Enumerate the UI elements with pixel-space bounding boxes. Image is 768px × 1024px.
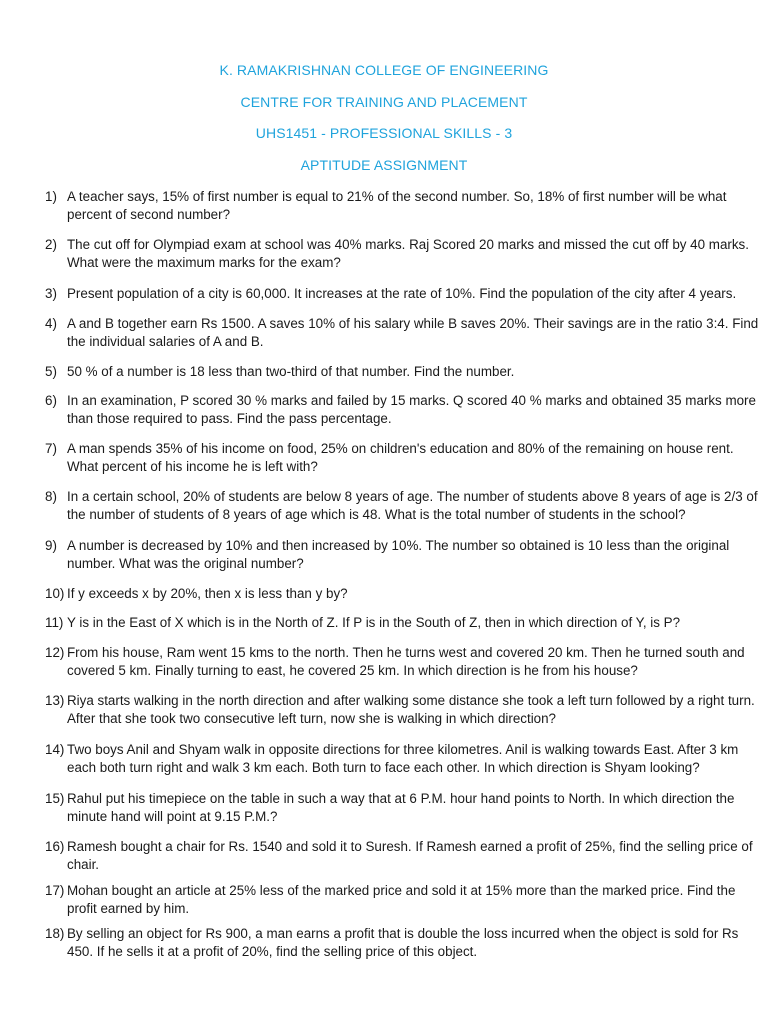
question-text: A number is decreased by 10% and then increased by 10%. The number so obtained is 10 less than the original number. What was the original number? xyxy=(67,538,730,571)
question-number: 1) xyxy=(45,189,57,204)
question-number: 17) xyxy=(45,883,65,898)
question-text: 50 % of a number is 18 less than two-third of that number. Find the number. xyxy=(67,364,515,379)
question-number: 13) xyxy=(45,693,65,708)
question-number: 7) xyxy=(45,441,57,456)
centre-name: CENTRE FOR TRAINING AND PLACEMENT xyxy=(240,94,528,110)
question-number: 14) xyxy=(45,742,65,757)
question-text: Rahul put his timepiece on the table in such a way that at 6 P.M. hour hand points to North. In which direction the minute hand will point at 9.15 P.M.? xyxy=(67,791,735,824)
question-text: Ramesh bought a chair for Rs. 1540 and sold it to Suresh. If Ramesh earned a profit of 25%, find the selling price of chair. xyxy=(67,839,753,872)
question-text: Two boys Anil and Shyam walk in opposite directions for three kilometres. Anil is walking towards East. After 3 km each both turn right and walk 3 km each. Both turn to face each other. In which direction is Shyam looking? xyxy=(67,742,739,775)
college-name: K. RAMAKRISHNAN COLLEGE OF ENGINEERING xyxy=(219,62,549,78)
question-text: In a certain school, 20% of students are below 8 years of age. The number of students above 8 years of age is 2/3 of the number of students of 8 years of age which is 48. What is the total number of students in the school? xyxy=(67,489,758,522)
question-number: 6) xyxy=(45,393,57,408)
question-number: 2) xyxy=(45,237,57,252)
question-number: 4) xyxy=(45,316,57,331)
question-text: A teacher says, 15% of first number is equal to 21% of the second number. So, 18% of first number will be what percent of second number? xyxy=(67,189,727,222)
question-text: A man spends 35% of his income on food, 25% on children's education and 80% of the remaining on house rent. What percent of his income he is left with? xyxy=(67,441,734,474)
question-number: 3) xyxy=(45,286,57,301)
question-number: 5) xyxy=(45,364,57,379)
question-text: Mohan bought an article at 25% less of the marked price and sold it at 15% more than the marked price. Find the profit earned by him. xyxy=(67,883,736,916)
question-number: 16) xyxy=(45,839,65,854)
question-text: By selling an object for Rs 900, a man earns a profit that is double the loss incurred when the object is sold for Rs 450. If he sells it at a profit of 20%, find the selling price of this object. xyxy=(67,926,739,959)
question-text: The cut off for Olympiad exam at school was 40% marks. Raj Scored 20 marks and missed the cut off by 40 marks. What were the maximum marks for the exam? xyxy=(67,237,749,270)
question-text: A and B together earn Rs 1500. A saves 10% of his salary while B saves 20%. Their savings are in the ratio 3:4. Find the individual salaries of A and B. xyxy=(67,316,759,349)
question-text: In an examination, P scored 30 % marks and failed by 15 marks. Q scored 40 % marks and obtained 35 marks more than those required to pass. Find the pass percentage. xyxy=(67,393,756,426)
question-text: Present population of a city is 60,000. It increases at the rate of 10%. Find the population of the city after 4 years. xyxy=(67,286,737,301)
course-title: UHS1451 - PROFESSIONAL SKILLS - 3 xyxy=(255,125,513,141)
question-number: 12) xyxy=(45,645,65,660)
assignment-title: APTITUDE ASSIGNMENT xyxy=(300,157,468,173)
question-number: 8) xyxy=(45,489,57,504)
question-number: 15) xyxy=(45,791,65,806)
question-text: From his house, Ram went 15 kms to the north. Then he turns west and covered 20 km. Then he turned south and covered 5 km. Finally turning to east, he covered 25 km. In which direction is he from his house? xyxy=(67,645,745,678)
question-number: 11) xyxy=(45,615,64,630)
question-number: 18) xyxy=(45,926,65,941)
question-number: 10) xyxy=(45,586,65,601)
question-text: Riya starts walking in the north direction and after walking some distance she took a left turn followed by a right turn. After that she took two consecutive left turn, now she is walking in which direction? xyxy=(67,693,755,726)
question-number: 9) xyxy=(45,538,57,553)
question-text: Y is in the East of X which is in the North of Z. If P is in the South of Z, then in which direction of Y, is P? xyxy=(67,615,681,630)
question-text: If y exceeds x by 20%, then x is less than y by? xyxy=(67,586,348,601)
